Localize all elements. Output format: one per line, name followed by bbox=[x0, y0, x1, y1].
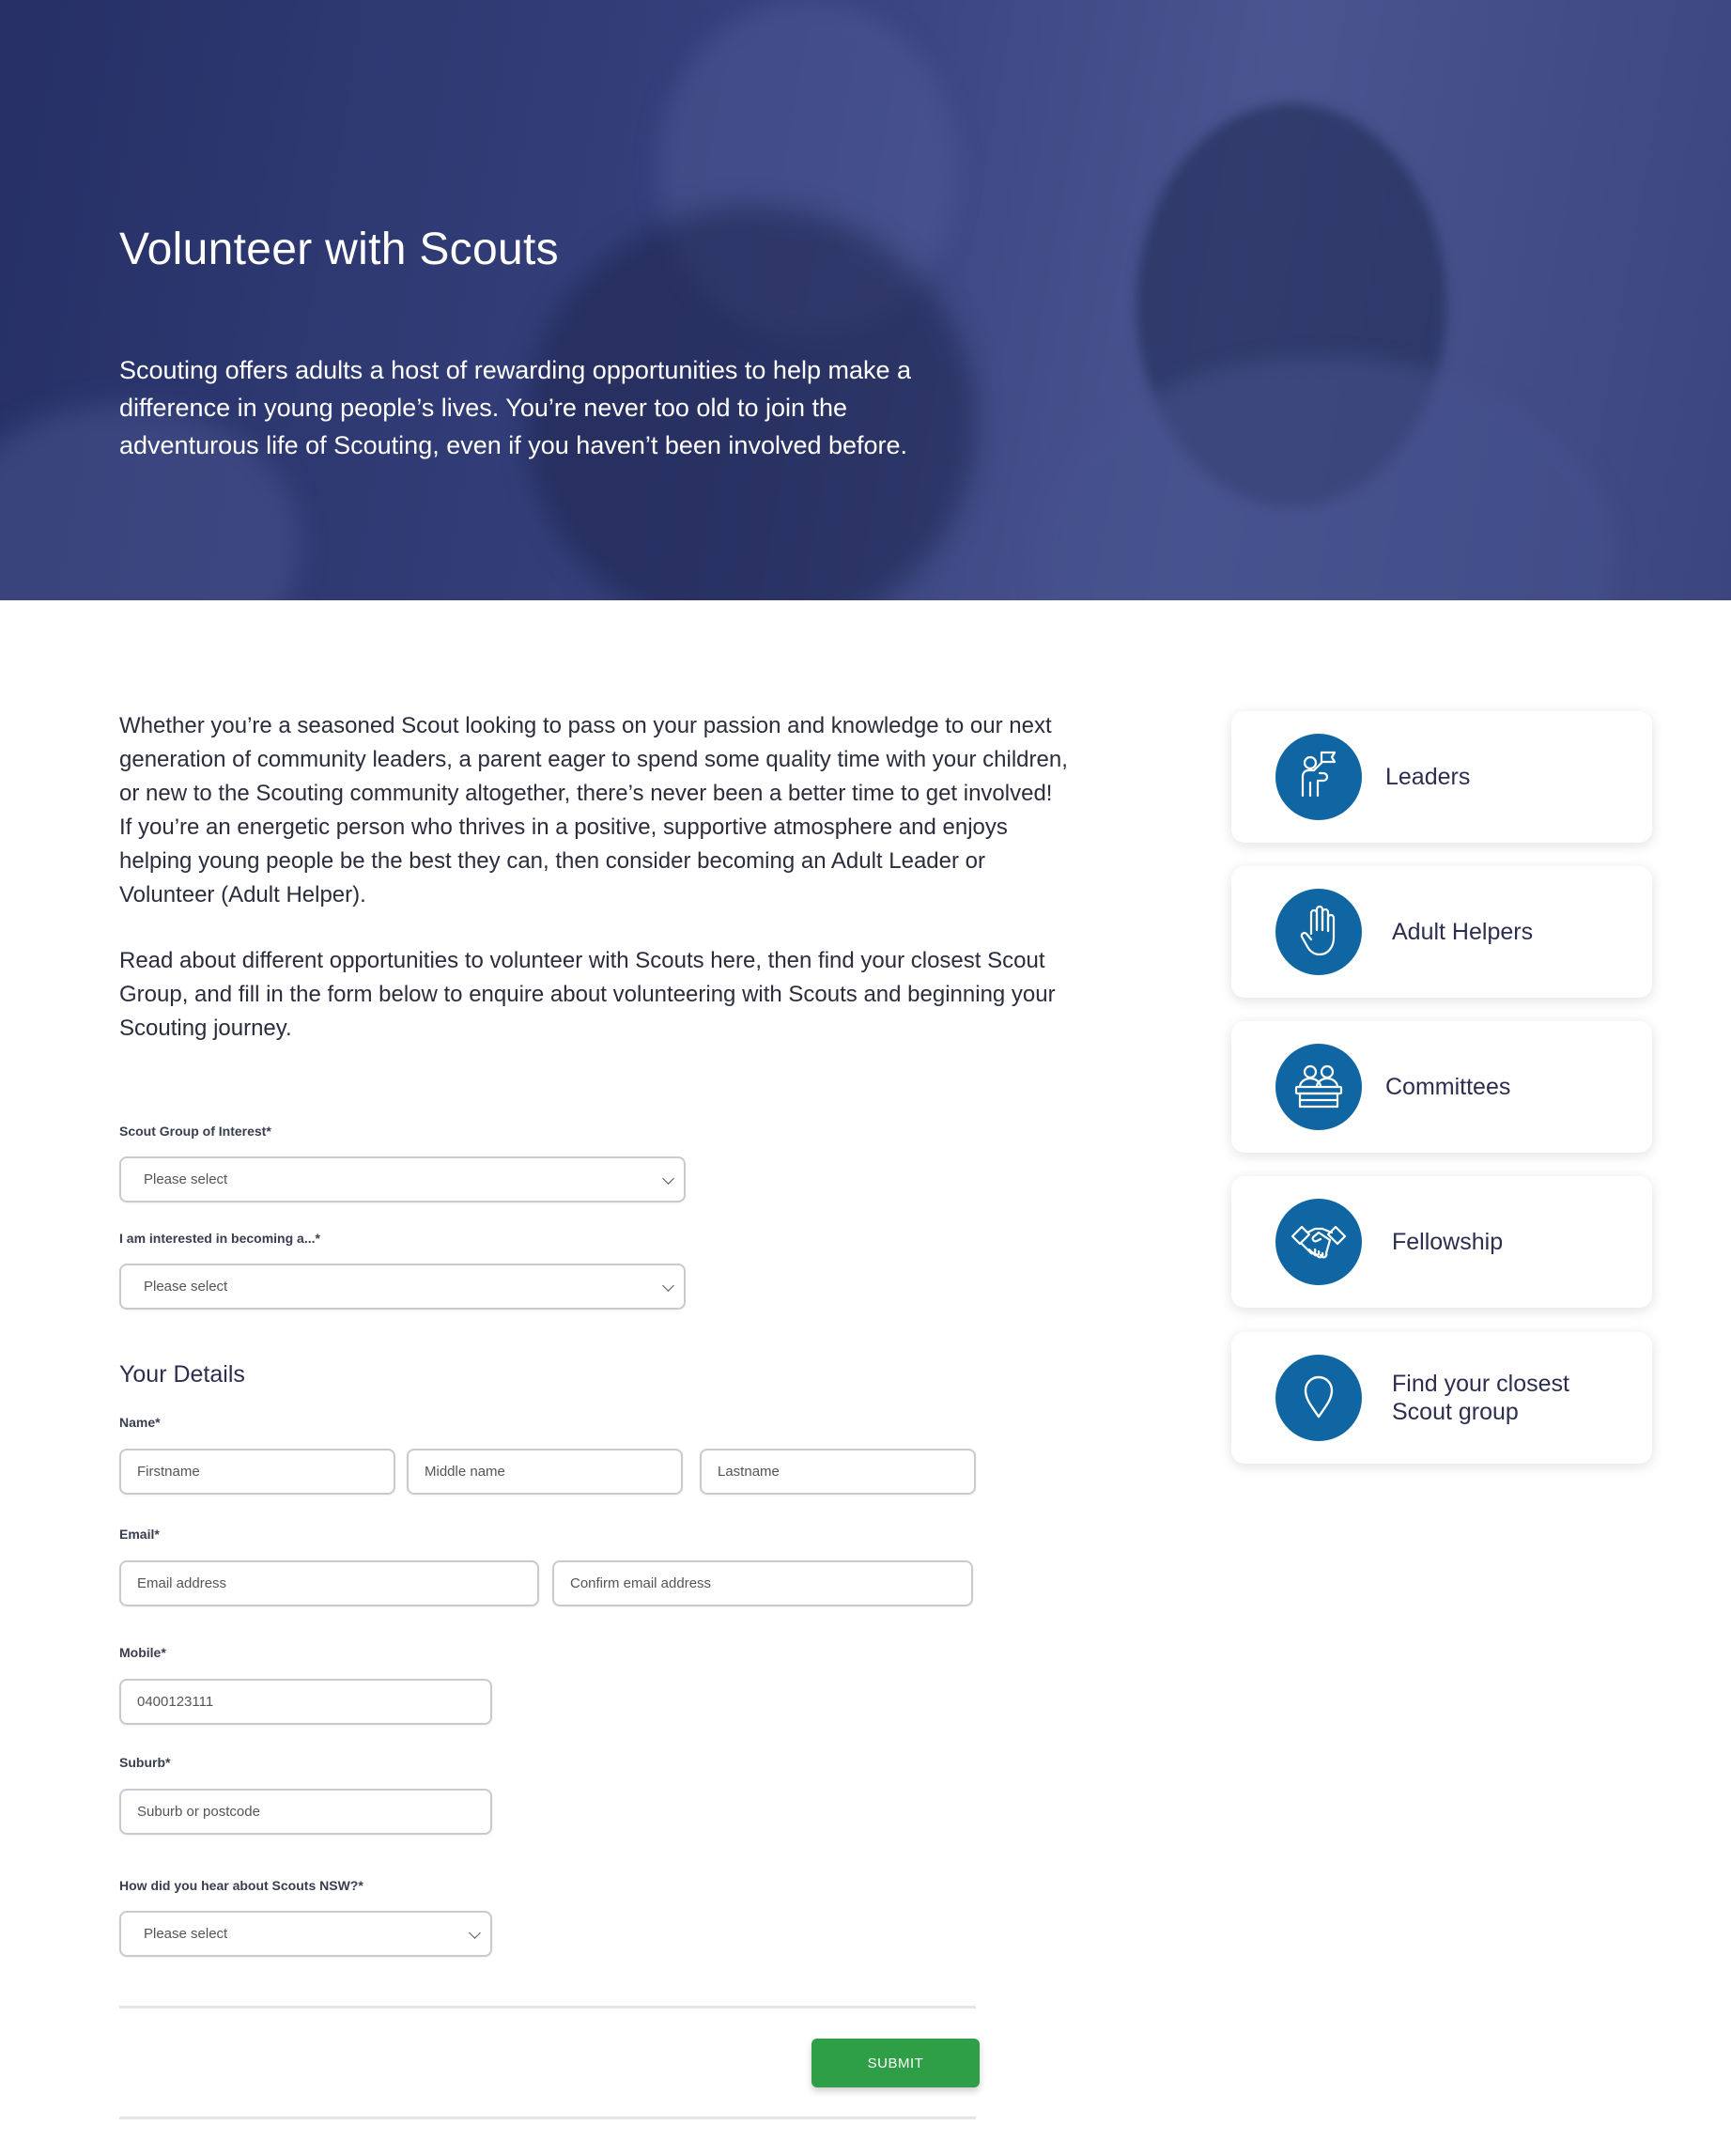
committee-table-icon bbox=[1275, 1044, 1362, 1130]
suburb-label: Suburb* bbox=[119, 1755, 171, 1770]
email-input[interactable] bbox=[119, 1560, 539, 1606]
card-label: Find your closest Scout group bbox=[1392, 1371, 1569, 1425]
firstname-placeholder: Firstname bbox=[137, 1464, 200, 1480]
hero-photo-shape bbox=[1033, 357, 1615, 600]
scout-group-value: Please select bbox=[144, 1171, 228, 1187]
card-adult-helpers[interactable] bbox=[1231, 866, 1652, 998]
hear-about-value: Please select bbox=[144, 1926, 228, 1942]
hero-banner bbox=[0, 0, 1731, 600]
card-label: Adult Helpers bbox=[1392, 919, 1534, 945]
interest-label: I am interested in becoming a...* bbox=[119, 1231, 320, 1246]
name-label: Name* bbox=[119, 1415, 161, 1430]
email-label: Email* bbox=[119, 1527, 160, 1542]
middlename-input[interactable] bbox=[407, 1449, 683, 1495]
firstname-input[interactable] bbox=[119, 1449, 395, 1495]
middlename-placeholder: Middle name bbox=[425, 1464, 505, 1480]
suburb-input[interactable] bbox=[119, 1789, 492, 1835]
lastname-input[interactable] bbox=[700, 1449, 976, 1495]
divider bbox=[119, 2006, 976, 2009]
submit-button[interactable]: SUBMIT bbox=[811, 2039, 980, 2087]
handshake-icon bbox=[1275, 1199, 1362, 1285]
card-label: Fellowship bbox=[1392, 1229, 1504, 1255]
hero-description: Scouting offers adults a host of rewarding opportunities to help make a difference in young people’s lives. You’re never too old to join the adventurous life of Scouting, even if you haven’t been involved before. bbox=[119, 356, 912, 459]
location-pin-icon bbox=[1275, 1355, 1362, 1441]
leader-flag-icon bbox=[1275, 734, 1362, 820]
chevron-down-icon bbox=[662, 1172, 674, 1185]
card-label: Committees bbox=[1385, 1074, 1511, 1100]
lastname-placeholder: Lastname bbox=[718, 1464, 780, 1480]
chevron-down-icon bbox=[469, 1927, 481, 1939]
interest-value: Please select bbox=[144, 1279, 228, 1295]
mobile-placeholder: 0400123111 bbox=[137, 1694, 214, 1710]
hear-about-select[interactable] bbox=[119, 1911, 492, 1957]
your-details-heading: Your Details bbox=[119, 1361, 245, 1388]
suburb-placeholder: Suburb or postcode bbox=[137, 1804, 260, 1820]
interest-select[interactable] bbox=[119, 1264, 686, 1310]
confirm-email-placeholder: Confirm email address bbox=[570, 1575, 712, 1591]
card-committees[interactable] bbox=[1231, 1021, 1652, 1153]
email-placeholder: Email address bbox=[137, 1575, 227, 1591]
divider bbox=[119, 2117, 976, 2119]
scout-group-select[interactable] bbox=[119, 1156, 686, 1202]
card-find-closest-group[interactable] bbox=[1231, 1332, 1652, 1464]
mobile-label: Mobile* bbox=[119, 1645, 166, 1660]
card-leaders[interactable] bbox=[1231, 711, 1652, 843]
card-fellowship[interactable] bbox=[1231, 1176, 1652, 1308]
intro-paragraph: Whether you’re a seasoned Scout looking to pass on your passion and knowledge to our next generation of community leaders, a parent eager to spend some quality time with your children, or new to the Scouting community altogether, there’s never been a better time to get involved! If you’re an energetic person who thrives in a positive, supportive atmosphere and enjoys helping young people be the best they can, then consider becoming an Adult Leader or Volunteer (Adult Helper). bbox=[119, 713, 1068, 907]
scout-group-label: Scout Group of Interest* bbox=[119, 1124, 271, 1139]
page-title: Volunteer with Scouts bbox=[119, 225, 559, 274]
hear-about-label: How did you hear about Scouts NSW?* bbox=[119, 1878, 363, 1893]
raised-hand-icon bbox=[1275, 889, 1362, 975]
mobile-input[interactable] bbox=[119, 1679, 492, 1725]
chevron-down-icon bbox=[662, 1280, 674, 1292]
card-label: Leaders bbox=[1385, 764, 1471, 790]
confirm-email-input[interactable] bbox=[552, 1560, 973, 1606]
intro-paragraph: Read about different opportunities to volunteer with Scouts here, then find your closest Scout Group, and fill in the form below to enquire about volunteering with Scouts and beginning your Scouting journey. bbox=[119, 948, 1056, 1041]
